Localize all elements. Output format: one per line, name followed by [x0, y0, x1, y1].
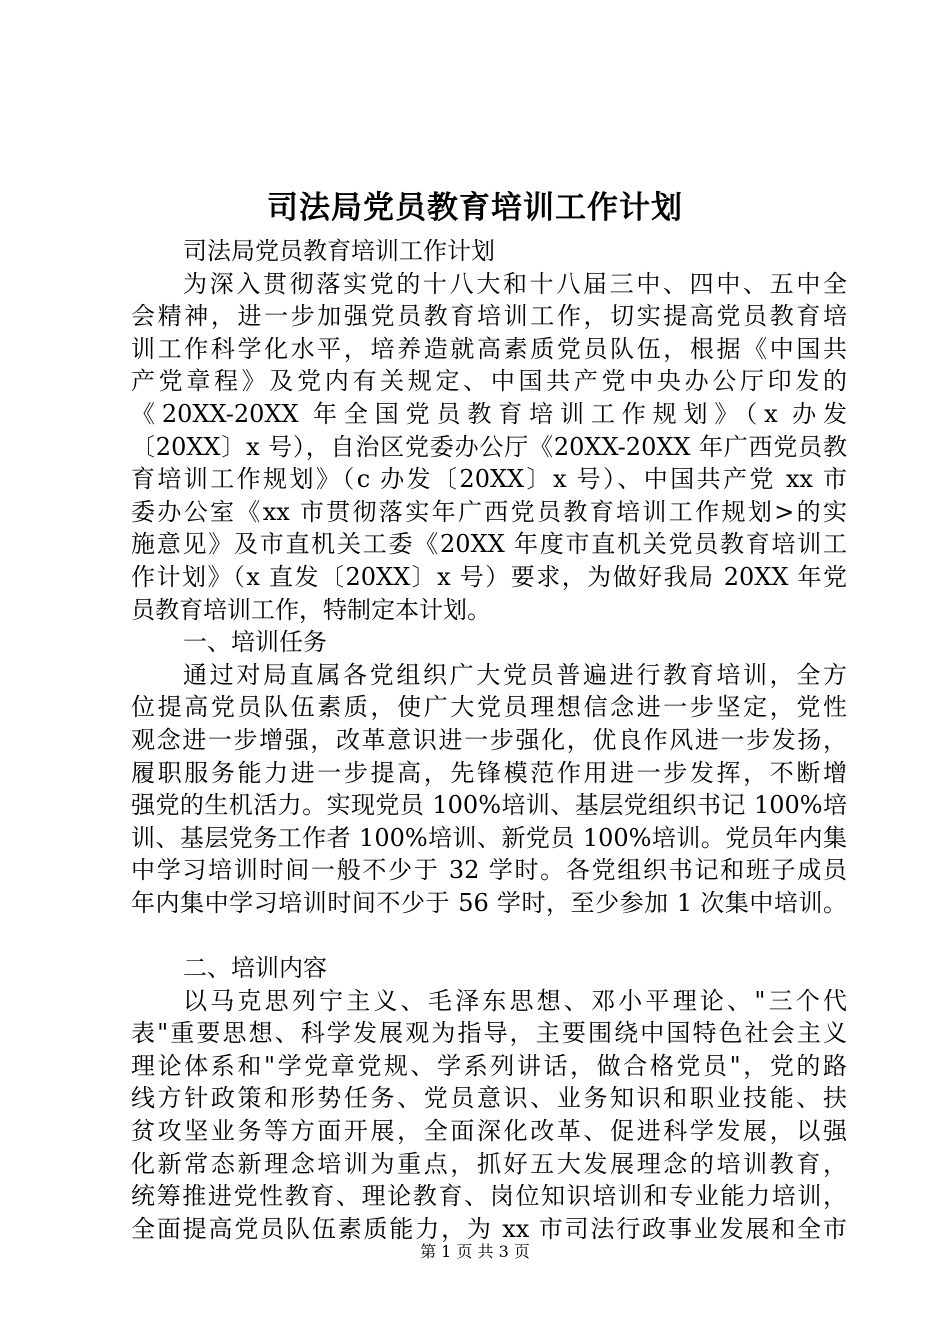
- text-line: 贫攻坚业务等方面开展，全面深化改革、促进科学发展，以强: [131, 1117, 847, 1146]
- page-footer: 第 1 页 共 3 页: [420, 1242, 530, 1261]
- text-line: 表"重要思想、科学发展观为指导，主要围绕中国特色社会主义: [131, 1019, 847, 1048]
- text-line: 为深入贯彻落实党的十八大和十八届三中、四中、五中全: [183, 269, 847, 298]
- text-line: 位提高党员队伍素质，使广大党员理想信念进一步坚定，党性: [131, 693, 847, 722]
- text-line: 统筹推进党性教育、理论教育、岗位知识培训和专业能力培训，: [131, 1182, 847, 1211]
- text-line: 履职服务能力进一步提高，先锋模范作用进一步发挥，不断增: [131, 758, 847, 787]
- text-line: 以马克思列宁主义、毛泽东思想、邓小平理论、"三个代: [183, 986, 847, 1015]
- text-line: 员教育培训工作，特制定本计划。: [131, 595, 491, 624]
- text-line: 训工作科学化水平，培养造就高素质党员队伍，根据《中国共: [131, 334, 847, 363]
- text-line: 线方针政策和形势任务、党员意识、业务知识和职业技能、扶: [131, 1084, 847, 1113]
- text-line: 训、基层党务工作者 100%培训、新党员 100%培训。党员年内集: [131, 823, 847, 852]
- paragraph-gap: [131, 919, 847, 952]
- subtitle-line: 司法局党员教育培训工作计划: [183, 237, 495, 265]
- text-line: 育培训工作规划》（c 办发〔20XX〕x 号）、中国共产党 xx 市: [131, 465, 847, 494]
- text-line: 〔20XX〕x 号），自治区党委办公厅《20XX-20XX 年广西党员教: [131, 432, 847, 461]
- text-line: 强党的生机活力。实现党员 100%培训、基层党组织书记 100%培: [131, 791, 847, 820]
- text-line: 产党章程》及党内有关规定、中国共产党中央办公厅印发的: [131, 367, 847, 396]
- text-line: 理论体系和"学党章党规、学系列讲话，做合格党员"，党的路: [131, 1051, 847, 1080]
- text-line: 作计划》（x 直发〔20XX〕x 号）要求，为做好我局 20XX 年党: [131, 562, 847, 591]
- text-line: 会精神，进一步加强党员教育培训工作，切实提高党员教育培: [131, 302, 847, 331]
- document-body: [131, 235, 847, 1245]
- document-title: 司法局党员教育培训工作计划: [267, 190, 683, 226]
- text-line: 年内集中学习培训时间不少于 56 学时，至少参加 1 次集中培训。: [131, 888, 847, 917]
- section-heading: 一、培训任务: [183, 628, 327, 657]
- text-line: 中学习培训时间一般不少于 32 学时。各党组织书记和班子成员: [131, 856, 847, 885]
- section-heading: 二、培训内容: [183, 954, 327, 983]
- text-line: 通过对局直属各党组织广大党员普遍进行教育培训，全方: [183, 660, 847, 689]
- text-line: 委办公室《xx 市贯彻落实年广西党员教育培训工作规划>的实: [131, 497, 847, 526]
- text-line: 全面提高党员队伍素质能力，为 xx 市司法行政事业发展和全市: [131, 1214, 847, 1243]
- text-line: 观念进一步增强，改革意识进一步强化，优良作风进一步发扬，: [131, 725, 847, 754]
- text-line: 施意见》及市直机关工委《20XX 年度市直机关党员教育培训工: [131, 530, 847, 559]
- text-line: 《20XX-20XX 年全国党员教育培训工作规划》（x 办发: [131, 399, 847, 428]
- text-line: 化新常态新理念培训为重点，抓好五大发展理念的培训教育，: [131, 1149, 847, 1178]
